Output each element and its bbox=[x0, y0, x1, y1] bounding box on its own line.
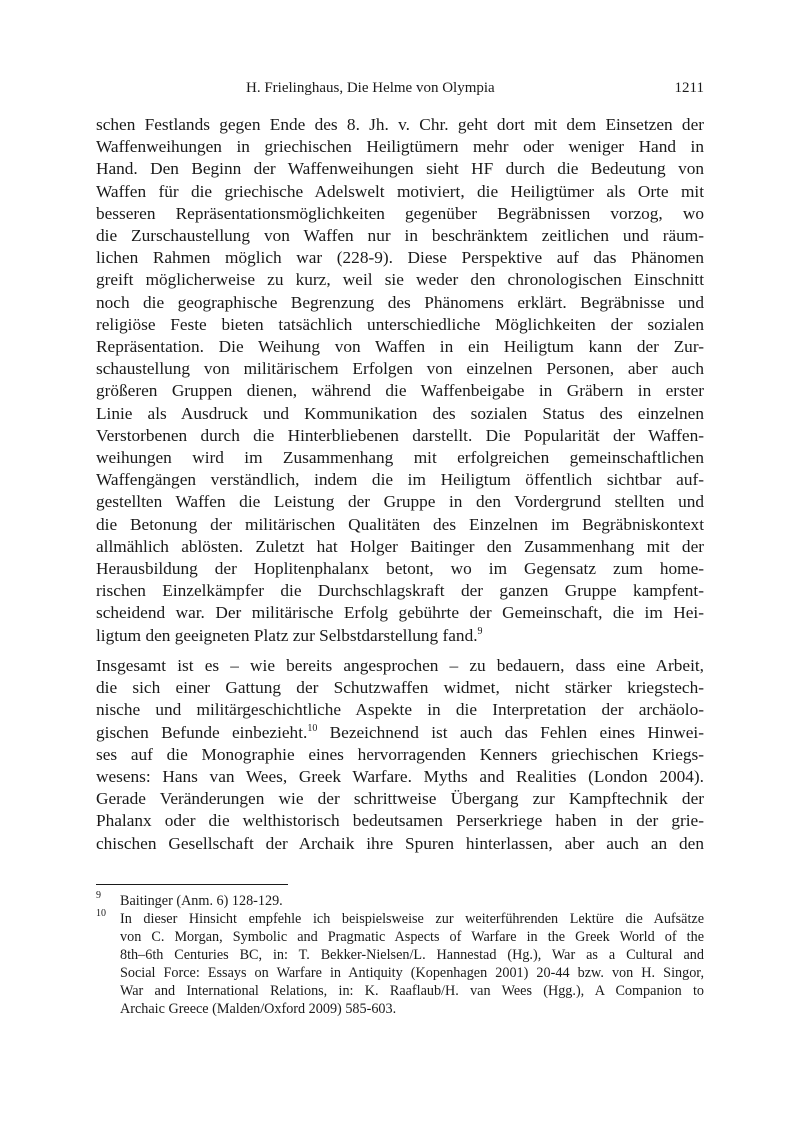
text-line: gestellten Waffen die Leistung der Gruppe in den Vordergrund stellten und bbox=[96, 492, 704, 512]
text-line: Insgesamt ist es – wie bereits angesprochen – zu bedauern, dass eine Arbeit, bbox=[96, 656, 704, 675]
footnote-line: von C. Morgan, Symbolic and Pragmatic Aspects of Warfare in the Greek World of the bbox=[120, 929, 704, 945]
footnote-10 bbox=[96, 910, 704, 1018]
footnote-line: War and International Relations, in: K. Raaflaub/H. van Wees (Hgg.), A Companion to bbox=[120, 983, 704, 999]
text-line: religiöse Feste bieten tatsächlich unterschiedliche Möglichkeiten der sozialen bbox=[96, 314, 704, 334]
footnote-9 bbox=[96, 892, 704, 910]
footnote-line: Baitinger (Anm. 6) 128-129. bbox=[120, 893, 283, 909]
footnote-line: In dieser Hinsicht empfehle ich beispielsweise zur weiterführenden Lektüre die Aufsätze bbox=[120, 911, 704, 927]
text-line: greift möglicherweise zu kurz, weil sie weder den chronologischen Einschnitt bbox=[96, 270, 704, 290]
text-fragment: Bezeichnend ist auch das Fehlen eines Hinwei- bbox=[317, 722, 704, 742]
text-line bbox=[96, 625, 704, 647]
text-line: chischen Gesellschaft der Archaik ihre Spuren hinterlassen, aber auch an den bbox=[96, 833, 704, 853]
footnote-line: 8th–6th Centuries BC, in: T. Bekker-Nielsen/L. Hannestad (Hg.), War as a Cultural and bbox=[120, 947, 704, 963]
text-line: Waffenweihungen in griechischen Heiligtümern mehr oder weniger Hand in bbox=[96, 137, 704, 157]
text-line: besseren Repräsentationsmöglichkeiten gegenüber Begräbnissen vorzog, wo bbox=[96, 203, 704, 223]
text-line: Gerade Veränderungen wie der schrittweise Übergang zur Kampftechnik der bbox=[96, 789, 704, 809]
paragraph-1 bbox=[96, 114, 704, 647]
text-line: rischen Einzelkämpfer die Durchschlagskraft der ganzen Gruppe kampfent- bbox=[96, 581, 704, 601]
text-line: die Betonung der militärischen Qualitäten des Einzelnen im Begräbniskontext bbox=[96, 514, 704, 534]
text-line: schen Festlands gegen Ende des 8. Jh. v. Chr. geht dort mit dem Einsetzen der bbox=[96, 115, 704, 134]
text-line: allmählich ablösten. Zuletzt hat Holger Baitinger den Zusammenhang mit der bbox=[96, 536, 704, 556]
footnote-line: Archaic Greece (Malden/Oxford 2009) 585-603. bbox=[120, 1001, 397, 1017]
text-fragment: gischen Befunde einbezieht. bbox=[96, 722, 308, 742]
text-line: nische und militärgeschichtliche Aspekte in die Interpretation der archäolo- bbox=[96, 700, 704, 720]
text-line: Repräsentation. Die Weihung von Waffen in ein Heiligtum kann der Zur- bbox=[96, 337, 704, 357]
footnote-divider bbox=[96, 884, 288, 885]
text-line: Linie als Ausdruck und Kommunikation des sozialen Status des einzelnen bbox=[96, 403, 704, 423]
text-line: noch die geographische Begrenzung des Phänomens erklärt. Begräbnisse und bbox=[96, 292, 704, 312]
running-title: H. Frielinghaus, Die Helme von Olympia bbox=[246, 80, 495, 96]
text-line: Verstorbenen durch die Hinterbliebenen darstellt. Die Popularität der Waffen- bbox=[96, 425, 704, 445]
text-line: Waffen für die griechische Adelswelt motiviert, die Heiligtümer als Orte mit bbox=[96, 181, 704, 201]
text-line bbox=[96, 722, 704, 744]
text-line: scheidend war. Der militärische Erfolg gebührte der Gemeinschaft, die im Hei- bbox=[96, 603, 704, 623]
text-line: die Zurschaustellung von Waffen nur in beschränktem zeitlichen und räum- bbox=[96, 226, 704, 246]
text-line: Herausbildung der Hoplitenphalanx betont, wo im Gegensatz zum home- bbox=[96, 559, 704, 579]
footnote-ref-9[interactable]: 9 bbox=[477, 625, 483, 637]
text-line: schaustellung von militärischem Erfolgen von einzelnen Personen, aber auch bbox=[96, 359, 704, 379]
footnote-ref-10[interactable]: 10 bbox=[307, 722, 318, 734]
paragraph-2 bbox=[96, 655, 704, 855]
text-line: weihungen wird im Zusammenhang mit erfolgreichen gemeinschaftlichen bbox=[96, 448, 704, 468]
page-number: 1211 bbox=[674, 80, 704, 96]
text-fragment: ligtum den geeigneten Platz zur Selbstdarstellung fand. bbox=[96, 625, 478, 645]
text-line: größeren Gruppen dienen, während die Waffenbeigabe in Gräbern in erster bbox=[96, 381, 704, 401]
text-line: wesens: Hans van Wees, Greek Warfare. Myths and Realities (London 2004). bbox=[96, 767, 704, 787]
text-line: die sich einer Gattung der Schutzwaffen widmet, nicht stärker kriegstech- bbox=[96, 678, 704, 698]
text-line: ses auf die Monographie eines hervorragenden Kenners griechischen Kriegs- bbox=[96, 744, 704, 764]
footnote-text bbox=[120, 892, 704, 910]
footnote-line: Social Force: Essays on Warfare in Antiquity (Kopenhagen 2001) 20-44 bzw. von H. Singor, bbox=[120, 965, 704, 981]
text-line: lichen Rahmen möglich war (228-9). Diese Perspektive auf das Phänomen bbox=[96, 248, 704, 268]
footnote-number: 10 bbox=[96, 908, 106, 919]
footnote-number: 9 bbox=[96, 890, 101, 901]
text-line: Waffengängen verständlich, indem die im Heiligtum öffentlich sichtbar auf- bbox=[96, 470, 704, 490]
text-line: Hand. Den Beginn der Waffenweihungen sieht HF durch die Bedeutung von bbox=[96, 159, 704, 179]
footnote-text bbox=[120, 910, 704, 1018]
footnotes bbox=[96, 892, 704, 1018]
text-line: Phalanx oder die welthistorisch bedeutsamen Perserkriege haben in der grie- bbox=[96, 811, 704, 831]
